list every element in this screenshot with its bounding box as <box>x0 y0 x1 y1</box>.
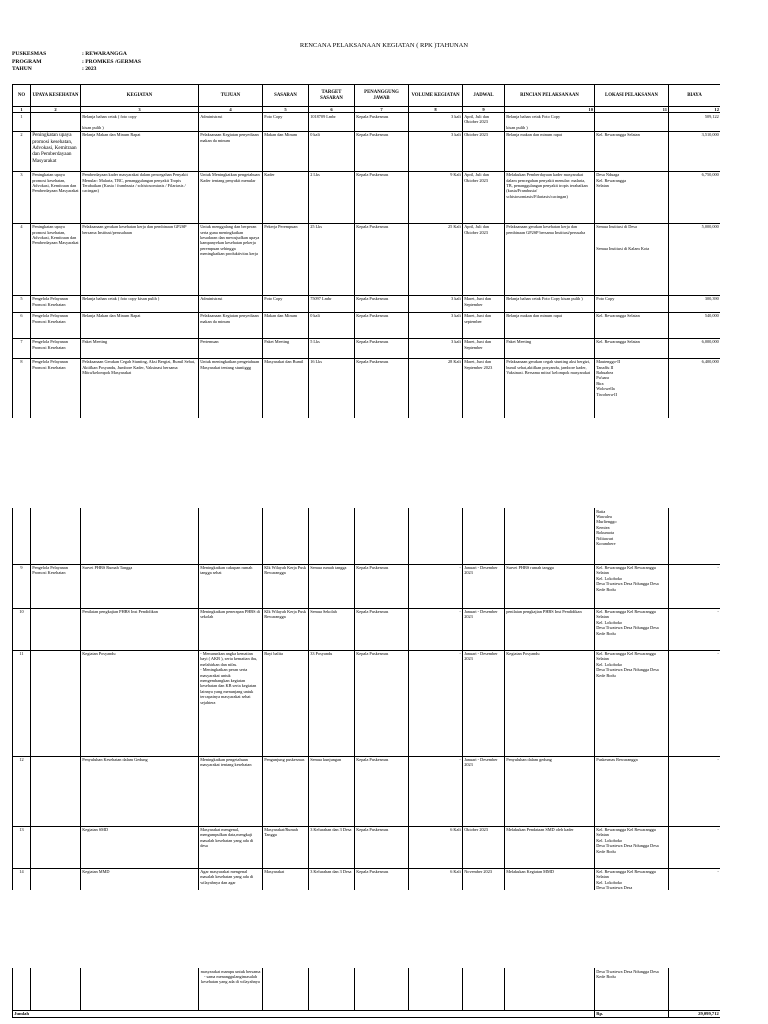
table-page-2 <box>12 508 720 890</box>
cell-volume: 3 kali <box>409 295 463 312</box>
cell-kegiatan: Pelaksanaan gerakan kesehatan kerja dan pembinaan GP2SP bersama Institusi/perusahaan <box>81 223 199 295</box>
cell-lokasi <box>595 113 669 131</box>
cell-jadwal: Oktober 2023 <box>463 131 505 171</box>
cell-tujuan: Pertemuan <box>199 338 263 358</box>
cell-rincian: Belanja bahan cetak Foto Copy kisan pulih ) <box>505 295 595 312</box>
cell-upaya <box>31 650 81 756</box>
cell-jadwal: November 2023 <box>463 868 505 890</box>
cell-pj: Kepala Puskesmas <box>355 358 409 418</box>
cell-volume: 28 Kali <box>409 358 463 418</box>
cell-jadwal: April, Juli dan Oktober 2023 <box>463 223 505 295</box>
cell-empty <box>31 968 81 1010</box>
cell-sasaran: Klk Wilayah Kerja Pusk Rewarangga <box>263 608 309 650</box>
cell-lokasi: Mautenggo-II Tanaffu II Rabuabea Pu'uara Bira Wolowella Tiwoberu-II <box>595 358 669 418</box>
cell-no: 6 <box>13 312 31 338</box>
cell-rincian: Belanja makan dan minum rapat <box>505 131 595 171</box>
table-row <box>13 312 721 338</box>
cell-lokasi: Kel. Rewarangga Selatan <box>595 131 669 171</box>
cell-rincian: Pelaksanaan gerakan kesehatan kerja dan pembinaan GP2SP bersama Institusi/perusaha <box>505 223 595 295</box>
column-header: JADWAL <box>463 85 505 107</box>
cell-upaya: Peningkatan upaya promosi kesehatan, Advokasi, Kemitraan dan Pemberdayaan Masyarakat <box>31 131 81 171</box>
column-number: 1 <box>13 107 31 113</box>
cell-rincian: Melakukan Kegiatan MMD <box>505 868 595 890</box>
cell-target: 5 Lks <box>309 338 355 358</box>
cell-no: 10 <box>13 608 31 650</box>
cell-empty <box>81 508 199 564</box>
cell-upaya: Peningkatan upaya promosi kesehatan, Advokasi, Kemitraan dan Pemberdayaan Masyarakat <box>31 223 81 295</box>
cell-sasaran: Foto Copy <box>263 113 309 131</box>
cell-kegiatan: Kegiatan MMD <box>81 868 199 890</box>
cell-target: 16 Lks <box>309 358 355 418</box>
cell-no: 7 <box>13 338 31 358</box>
cell-tujuan: masyarakat mampu untuk bersama - sama menanggulangimasalah kesehatan yang ada di wilayahnya <box>199 968 263 1010</box>
cell-kegiatan: Penyuluhan Kesehatan dalam Gedung <box>81 756 199 826</box>
column-number: 12 <box>669 107 721 113</box>
cell-biaya: 300,390 <box>669 295 721 312</box>
cell-tujuan: Meningkatkan cakupan rumah tangga sehat <box>199 564 263 608</box>
cell-biaya: - <box>669 608 721 650</box>
column-header: VOLUME KEGIATAN <box>409 85 463 107</box>
table-row-continuation <box>13 508 721 564</box>
meta-row <box>12 66 141 74</box>
table-row <box>13 756 721 826</box>
cell-target: Semua rumah tangga <box>309 564 355 608</box>
cell-upaya: Pengelola Pelayanan Promosi Kesehatan <box>31 564 81 608</box>
cell-sasaran: Pengunjung puskesmas <box>263 756 309 826</box>
cell-pj: Kepala Puskesmas <box>355 223 409 295</box>
cell-target: 1018709 Lmbr <box>309 113 355 131</box>
cell-sasaran: Masyarakat/Rumah Tangga <box>263 826 309 868</box>
cell-rincian: Belanja makan dan minum rapat <box>505 312 595 338</box>
cell-empty <box>409 968 463 1010</box>
cell-jadwal: Maret, Juni dan September <box>463 338 505 358</box>
column-number: 11 <box>595 107 669 113</box>
cell-kegiatan: Belanja Makan dan Minum Rapat <box>81 312 199 338</box>
cell-lokasi: Semua Institusi di Desa Semua Institusi di Kalam Kota <box>595 223 669 295</box>
cell-upaya: Pengelola Pelayanan Promosi Kesehatan <box>31 295 81 312</box>
cell-target: Semua Sekolah <box>309 608 355 650</box>
cell-no: 1 <box>13 113 31 131</box>
cell-tujuan: Agar masyarakat mengenal masalah kesehatan yang ada di wilayahnya dan agar <box>199 868 263 890</box>
cell-target: 33 Posyandu <box>309 650 355 756</box>
table-row-continuation <box>13 968 721 1010</box>
cell-no: 11 <box>13 650 31 756</box>
cell-volume: - <box>409 608 463 650</box>
cell-empty <box>669 968 721 1010</box>
meta-row <box>12 51 141 59</box>
column-header: TUJUAN <box>199 85 263 107</box>
cell-empty <box>505 968 595 1010</box>
cell-tujuan: - Menurunkan angka kematian bayi ( AKB ), serta kematian ibu, melahirkan dan nifas. - Meningkatkan peran serta masyarakat untuk mengembangkan kegiatan kesehatan dan KB serta kegiatan lainnya yang menunjang untuk tercapainya masyarakat sehat sejahtera <box>199 650 263 756</box>
cell-pj: Kepala Puskesmas <box>355 868 409 890</box>
cell-sasaran: Makan dan Minum <box>263 312 309 338</box>
cell-no: 14 <box>13 868 31 890</box>
meta-value: : 2023 <box>82 66 97 73</box>
column-header: PENANGGUNG JAWAB <box>355 85 409 107</box>
cell-jadwal: April, Juli dan Oktober 2023 <box>463 113 505 131</box>
cell-volume: 25 Kali <box>409 223 463 295</box>
cell-empty <box>355 968 409 1010</box>
column-header: BIAYA <box>669 85 721 107</box>
table-row <box>13 358 721 418</box>
cell-rincian: Paket Meeting <box>505 338 595 358</box>
cell-pj: Kepala Puskesmas <box>355 295 409 312</box>
cell-rincian: Melakukan Pendataan SMD oleh kader <box>505 826 595 868</box>
meta-row <box>12 59 141 67</box>
cell-lokasi: Foto Copy <box>595 295 669 312</box>
table-row <box>13 171 721 223</box>
cell-pj: Kepala Puskesmas <box>355 338 409 358</box>
cell-pj: Kepala Puskesmas <box>355 650 409 756</box>
cell-empty <box>263 508 309 564</box>
table-row <box>13 295 721 312</box>
cell-rincian: penilaian pengkajian PHBS Inst Pendidikan <box>505 608 595 650</box>
column-number: 2 <box>31 107 81 113</box>
cell-tujuan: Pelaksanaan Kegiatan penyediaan makan da minum <box>199 131 263 171</box>
cell-kegiatan: Belanja bahan cetak ( foto copy kisan pulih ) <box>81 113 199 131</box>
cell-jadwal: Maret, Juni dan September 2023 <box>463 358 505 418</box>
table-row <box>13 868 721 890</box>
cell-volume: - <box>409 564 463 608</box>
cell-lokasi: Kel. Rewarangga Kel Rewarangga Selatan Kel. Lokoboko Desa Tiwatewa Desa Ndungga Desa Kede Bodu <box>595 826 669 868</box>
cell-rincian: Belanja bahan cetak Foto Copy kisan pulih ) <box>505 113 595 131</box>
document-meta <box>12 51 141 74</box>
meta-value: : REWARANGGA <box>82 51 127 57</box>
cell-lokasi: Kel. Rewarangga Kel Rewarangga Selatan Kel. Lokoboko Desa Tiwatewa Desa Ndungga Desa Kede Bodu <box>595 564 669 608</box>
cell-target: 2 Lks <box>309 171 355 223</box>
column-number: 7 <box>355 107 409 113</box>
cell-target: 25 Lks <box>309 223 355 295</box>
cell-volume: 3 kali <box>409 338 463 358</box>
cell-target: 0 kali <box>309 131 355 171</box>
cell-sasaran: Makan dan Minum <box>263 131 309 171</box>
cell-sasaran: Bayi balita <box>263 650 309 756</box>
cell-volume: - <box>409 650 463 756</box>
meta-key: TAHUN <box>12 66 32 73</box>
column-number: 3 <box>81 107 199 113</box>
cell-empty <box>505 508 595 564</box>
column-header: KEGIATAN <box>81 85 199 107</box>
cell-kegiatan: Penilaian pengkajian PHBS Inst Pendidikan <box>81 608 199 650</box>
table-row <box>13 650 721 756</box>
cell-empty <box>309 508 355 564</box>
cell-lokasi: Kel. Rewarangga Kel Rewarangga Selatan Kel. Lokoboko Desa Tiwatewa Desa <box>595 868 669 890</box>
cell-tujuan: Meningkatkan pengetahuan masyarakat tentang kesehatan <box>199 756 263 826</box>
cell-upaya: Pengelola Pelayanan Promosi Kesehatan <box>31 358 81 418</box>
cell-no: 3 <box>13 171 31 223</box>
cell-biaya: - <box>669 826 721 868</box>
cell-pj: Kepala Puskesmas <box>355 564 409 608</box>
cell-biaya: 509,122 <box>669 113 721 131</box>
cell-rincian: Pelaksanaan gerakan cegah stunting aksi bergizi, bumil sehat,aktifkan posyandu, jambore kader, Vaksinasi. Bersama mitra/ kelompok masyarakat <box>505 358 595 418</box>
plan-table <box>12 84 720 418</box>
cell-biaya: 6,750,000 <box>669 171 721 223</box>
cell-jadwal: Januari - Desember 2023 <box>463 650 505 756</box>
cell-empty <box>463 968 505 1010</box>
cell-empty <box>463 508 505 564</box>
cell-no: 4 <box>13 223 31 295</box>
cell-target: 3 Kelurahan dan 3 Desa <box>309 826 355 868</box>
cell-sasaran: Paket Meeting <box>263 338 309 358</box>
cell-volume: 3 kali <box>409 113 463 131</box>
cell-upaya: Pengelola Pelayanan Promosi Kesehatan <box>31 338 81 358</box>
cell-jadwal: Maret, Juni dan september <box>463 312 505 338</box>
cell-upaya <box>31 826 81 868</box>
column-number: 4 <box>199 107 263 113</box>
cell-lokasi: Kel. Rewarangga Kel Rewarangga Selatan Kel. Lokoboko Desa Tiwatewa Desa Ndungga Desa Kede Bodu <box>595 650 669 756</box>
cell-sasaran: Kader <box>263 171 309 223</box>
column-header: UPAYA KESEHATAN <box>31 85 81 107</box>
cell-biaya: 5,000,000 <box>669 223 721 295</box>
total-amount: 29,099,712 <box>669 1010 721 1017</box>
cell-sasaran: Masyarakat <box>263 868 309 890</box>
cell-volume: 6 Kali <box>409 826 463 868</box>
cell-no: 5 <box>13 295 31 312</box>
cell-lokasi: Kel. Rewarangga Selatan <box>595 338 669 358</box>
cell-target: Semua kunjungan <box>309 756 355 826</box>
cell-empty <box>309 968 355 1010</box>
column-header: SASARAN <box>263 85 309 107</box>
cell-pj: Kepala Puskesmas <box>355 756 409 826</box>
table-row <box>13 826 721 868</box>
cell-tujuan: Untuk Meningkatkan pengetahuan Kader tentang penyakit menular <box>199 171 263 223</box>
cell-sasaran: Masyarakat dan Bumil <box>263 358 309 418</box>
column-number: 8 <box>409 107 463 113</box>
column-header: LOKASI PELAKSANAN <box>595 85 669 107</box>
cell-pj: Kepala Puskesmas <box>355 608 409 650</box>
cell-jadwal: Oktober 2023 <box>463 826 505 868</box>
cell-sasaran: Foto Copy <box>263 295 309 312</box>
cell-lokasi: Puskesmas Rewarangga <box>595 756 669 826</box>
cell-target: 3 Kelurahan dan 3 Desa <box>309 868 355 890</box>
cell-kegiatan: Belanja Makan dan Minum Rapat <box>81 131 199 171</box>
table-page-1 <box>12 84 720 422</box>
cell-empty <box>31 508 81 564</box>
cell-upaya <box>31 756 81 826</box>
cell-tujuan: Meningkatkan penerapan PHBS di sekolah <box>199 608 263 650</box>
cell-pj: Kepala Puskesmas <box>355 113 409 131</box>
cell-kegiatan: Pemberdayaan kader masyarakat dalam pencegahan Penyakit Menular: Malaria, TBC, penanggulangan penyakit Tropis Terabaikan (Kusta / frambusia / schistosomiasis / Filariasis / cacingan) <box>81 171 199 223</box>
cell-empty <box>409 508 463 564</box>
cell-jadwal: Januari - Desember 2023 <box>463 608 505 650</box>
cell-kegiatan: Paket Meeting <box>81 338 199 358</box>
cell-lokasi: Desa Nduaga Kel. Rewarangga Selatan <box>595 171 669 223</box>
cell-sasaran: Pekerja Perempuan <box>263 223 309 295</box>
cell-lokasi: Kel. Rewarangga Selatan <box>595 312 669 338</box>
cell-target: 75097 Lmbr <box>309 295 355 312</box>
cell-rincian: Melakukan Pemberdayaan kader masyarakat dalam pencegahan penyakit menular: malaria, TB, penanggulangan penyakit tropis terabaikan (kusta/Frambusia/ schistosomiasis/Filariasis/cacingan) <box>505 171 595 223</box>
cell-volume: 3 kali <box>409 312 463 338</box>
cell-kegiatan: Pelaksanaan Gerakan Cegah Stunting, Aksi Bergizi, Bumil Sehat, Aktifkan Posyandu, Jumbore Kader, Vaksinasi bersama Mitra/kelompok Masyarakat <box>81 358 199 418</box>
cell-biaya: 6,000,000 <box>669 338 721 358</box>
cell-jadwal: April, Juli dan Oktober 2023 <box>463 171 505 223</box>
column-number: 6 <box>309 107 355 113</box>
cell-biaya: - <box>669 650 721 756</box>
cell-biaya: - <box>669 868 721 890</box>
cell-upaya <box>31 608 81 650</box>
cell-lokasi: Desa Tiwatewa Desa Ndungga Desa Kede Bodu <box>595 968 669 1010</box>
cell-jadwal: Januari - Desember 2023 <box>463 564 505 608</box>
cell-biaya: 540,000 <box>669 312 721 338</box>
cell-tujuan: Administrasi <box>199 113 263 131</box>
cell-upaya: Pengelola Pelayanan Promosi Kesehatan <box>31 312 81 338</box>
cell-volume: - <box>409 756 463 826</box>
cell-pj: Kepala Puskesmas <box>355 312 409 338</box>
cell-tujuan: Pelaksanaan Kegiatan penyediaan makan da minum <box>199 312 263 338</box>
total-row <box>13 1010 721 1017</box>
cell-volume: 9 Kali <box>409 171 463 223</box>
cell-pj: Kepala Puskesmas <box>355 171 409 223</box>
cell-volume: 6 Kali <box>409 868 463 890</box>
meta-value: : PROMKES /GERMAS <box>82 58 142 65</box>
cell-jadwal: Januari - Desember 2023 <box>463 756 505 826</box>
column-header: TARGET SASARAN <box>309 85 355 107</box>
cell-empty <box>13 968 31 1010</box>
plan-table-continued <box>12 508 720 890</box>
column-number: 10 <box>505 107 595 113</box>
cell-sasaran: Klk Wilayah Kerja Pusk Rewarangga <box>263 564 309 608</box>
cell-empty <box>199 508 263 564</box>
cell-lokasi: Kel. Rewarangga Kel Rewarangga Selatan Kel. Lokoboko Desa Tiwatewa Desa Ndungga Desa Kede Bodu <box>595 608 669 650</box>
cell-empty <box>355 508 409 564</box>
column-header: NO <box>13 85 31 107</box>
cell-no: 13 <box>13 826 31 868</box>
cell-upaya <box>31 113 81 131</box>
table-row <box>13 564 721 608</box>
cell-upaya: Peningkatan upaya promosi kesehatan, Advokasi, Kemitraan dan Pemberdayaan Masyarakat <box>31 171 81 223</box>
cell-empty <box>669 508 721 564</box>
table-row <box>13 338 721 358</box>
cell-biaya: - <box>669 756 721 826</box>
cell-no: 8 <box>13 358 31 418</box>
table-row <box>13 223 721 295</box>
cell-rincian: Kegiatan Posyandu <box>505 650 595 756</box>
cell-kegiatan: Belanja bahan cetak ( foto copy kisan pulih ) <box>81 295 199 312</box>
cell-pj: Kepala Puskesmas <box>355 131 409 171</box>
column-number: 9 <box>463 107 505 113</box>
cell-biaya: 6,400,000 <box>669 358 721 418</box>
cell-tujuan: Masyarakat mengenal, mengumpulkan data,mengkaji masalah kesehatan yang ada di desa <box>199 826 263 868</box>
cell-empty <box>81 968 199 1010</box>
meta-key: PROGRAM <box>12 58 42 65</box>
cell-empty <box>13 508 31 564</box>
cell-kegiatan: Survei PHBS Rumah Tangga <box>81 564 199 608</box>
cell-rincian: Penyuluhan dalam gedung <box>505 756 595 826</box>
cell-upaya <box>31 868 81 890</box>
document-title: RENCANA PELAKSANAAN KEGIATAN ( RPK )TAHUNAN <box>299 42 469 49</box>
cell-target: 0 kali <box>309 312 355 338</box>
cell-biaya: - <box>669 564 721 608</box>
cell-tujuan: Untuk meningkatkan pengetahuan Masyarakat tentang stuntiggg <box>199 358 263 418</box>
table-page-3 <box>12 968 720 1024</box>
cell-pj: Kepala Puskesmas <box>355 826 409 868</box>
cell-jadwal: Maret, Juni dan September <box>463 295 505 312</box>
meta-key: PUSKESMAS <box>12 51 47 57</box>
cell-biaya: 3,510,000 <box>669 131 721 171</box>
cell-no: 2 <box>13 131 31 171</box>
plan-table-end <box>12 968 720 1018</box>
cell-no: 12 <box>13 756 31 826</box>
cell-volume: 3 kali <box>409 131 463 171</box>
cell-rincian: Survei PHBS rumah tangga <box>505 564 595 608</box>
table-row <box>13 608 721 650</box>
cell-empty <box>263 968 309 1010</box>
table-row <box>13 113 721 131</box>
cell-lokasi: Ratia Wawalea Murlienggo Kemiea Rokumota Ndiiawari Korambere <box>595 508 669 564</box>
cell-no: 9 <box>13 564 31 608</box>
cell-kegiatan: Kegiatan Posyandu <box>81 650 199 756</box>
cell-tujuan: Administrasi <box>199 295 263 312</box>
column-header: RINCIAN PELAKSANAAN <box>505 85 595 107</box>
cell-kegiatan: Kegiatan SMD <box>81 826 199 868</box>
total-currency: Rp. <box>595 1010 669 1017</box>
column-number: 5 <box>263 107 309 113</box>
total-label: Jumlah <box>13 1010 595 1017</box>
cell-tujuan: Untuk menggalang dan berperan serta guna meningkatkan kesadaran dan mewujudkan upaya kampanyekan kesehatan pekerja perempuan sehingga meningkatkan produktivitas kerja <box>199 223 263 295</box>
table-row <box>13 131 721 171</box>
